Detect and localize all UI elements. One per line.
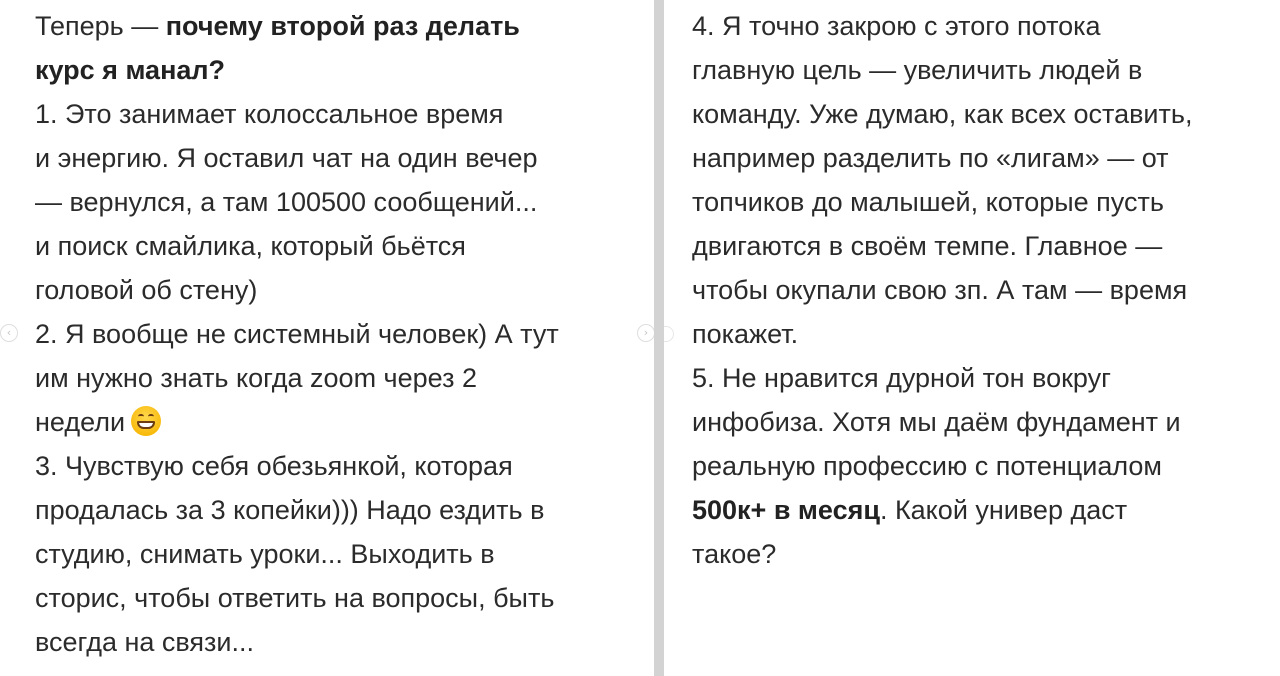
- point-5-rest: . Какой универ даст: [879, 495, 1128, 525]
- right-text-panel: [692, 4, 1262, 576]
- point-4-line-2: главную цель — увеличить людей в: [692, 55, 1143, 85]
- point-5-line-4: [692, 488, 1262, 532]
- point-1-line-2: и энергию. Я оставил чат на один вечер: [35, 143, 538, 173]
- point-3-line-2: продалась за 3 копейки))) Надо ездить в: [35, 495, 545, 525]
- point-2-line-3: [35, 400, 635, 444]
- point-4-line-5: топчиков до малышей, которые пусть: [692, 187, 1164, 217]
- intro-line-1: [35, 4, 635, 48]
- salary-highlight: 500к+ в месяц: [692, 495, 880, 525]
- point-3-line-5: всегда на связи...: [35, 627, 255, 657]
- grinning-face-emoji-icon: [131, 406, 161, 436]
- next-slide-icon[interactable]: ›: [637, 324, 655, 342]
- point-2-last-word: недели: [35, 407, 126, 437]
- point-4-line-7: чтобы окупали свою зп. А там — время: [692, 275, 1188, 305]
- point-3-line-4: сторис, чтобы ответить на вопросы, быть: [35, 583, 555, 613]
- point-3-line-1: 3. Чувствую себя обезьянкой, которая: [35, 451, 513, 481]
- point-4-line-3: команду. Уже думаю, как всех оставить,: [692, 99, 1193, 129]
- point-1-line-3: — вернулся, а там 100500 сообщений...: [35, 187, 538, 217]
- point-1-line-1: 1. Это занимает колоссальное время: [35, 99, 504, 129]
- point-5-line-3: реальную профессию с потенциалом: [692, 451, 1162, 481]
- intro-line-2: курс я манал?: [35, 55, 226, 85]
- point-4-line-6: двигаются в своём темпе. Главное —: [692, 231, 1163, 261]
- prev-slide-icon[interactable]: ‹: [0, 324, 18, 342]
- intro-bold-text-1: почему второй раз делать: [165, 11, 520, 41]
- point-4-line-1: 4. Я точно закрою с этого потока: [692, 11, 1101, 41]
- point-1-line-4: и поиск смайлика, который бьётся: [35, 231, 466, 261]
- point-2-line-1: 2. Я вообще не системный человек) А тут: [35, 319, 559, 349]
- left-text-panel: [35, 4, 635, 664]
- column-divider: [654, 0, 664, 676]
- point-2-line-2: им нужно знать когда zoom через 2: [35, 363, 477, 393]
- point-5-line-5: такое?: [692, 539, 777, 569]
- nav-arrow-edge-icon: [663, 326, 674, 342]
- intro-plain-text: Теперь —: [35, 11, 166, 41]
- point-1-line-5: головой об стену): [35, 275, 258, 305]
- point-3-line-3: студию, снимать уроки... Выходить в: [35, 539, 495, 569]
- point-4-line-4: например разделить по «лигам» — от: [692, 143, 1169, 173]
- point-4-line-8: покажет.: [692, 319, 799, 349]
- point-5-line-2: инфобиза. Хотя мы даём фундамент и: [692, 407, 1181, 437]
- point-5-line-1: 5. Не нравится дурной тон вокруг: [692, 363, 1111, 393]
